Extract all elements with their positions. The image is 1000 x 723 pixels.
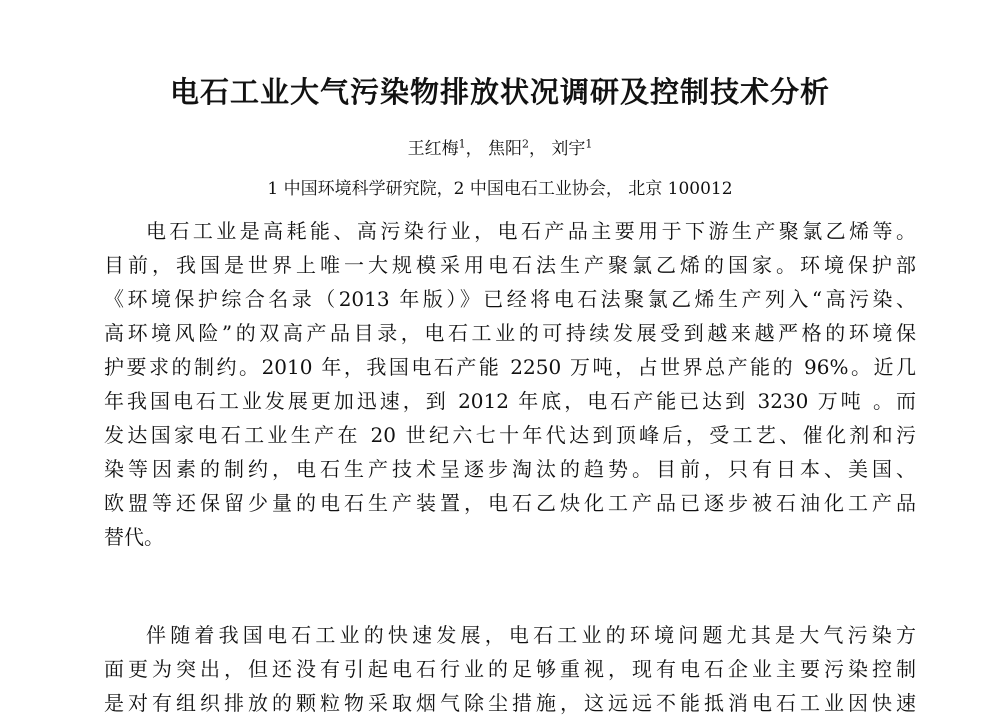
author-affiliation-mark: 1 bbox=[458, 137, 466, 151]
text-line: 欧盟等还保留少量的电石生产装置，电石乙炔化工产品已逐步被石油化工产品 bbox=[104, 491, 916, 515]
paper-title: 电石工业大气污染物排放状况调研及控制技术分析 bbox=[169, 75, 830, 109]
text-line: 电石工业是高耗能、高污染行业，电石产品主要用于下游生产聚氯乙烯等。 bbox=[146, 219, 916, 243]
text-line: 发达国家电石工业生产在 20 世纪六七十年代达到顶峰后，受工艺、催化剂和污 bbox=[104, 423, 916, 447]
author-affiliation-mark: 1 bbox=[585, 137, 593, 151]
author-separator: ， bbox=[465, 139, 483, 159]
text-line: 目前，我国是世界上唯一大规模采用电石法生产聚氯乙烯的国家。环境保护部 bbox=[104, 253, 916, 277]
author-separator: ， bbox=[529, 139, 546, 159]
text-line: 高环境风险”的双高产品目录，电石工业的可持续发展受到越来越严格的环境保 bbox=[104, 321, 916, 345]
text-line: 年我国电石工业发展更加迅速，到 2012 年底，电石产能已达到 3230 万吨 。而 bbox=[104, 389, 916, 413]
author-name: 刘宇 bbox=[551, 139, 586, 159]
text-line: 护要求的制约。2010 年，我国电石产能 2250 万吨，占世界总产能的 96%。近几 bbox=[104, 355, 916, 379]
text-line: 《环境保护综合名录（2013 年版）》已经将电石法聚氯乙烯生产列入“高污染、 bbox=[104, 287, 916, 311]
paragraph-2 bbox=[104, 618, 916, 720]
affiliation-line: 1 中国环境科学研究院，2 中国电石工业协会， 北京 100012 bbox=[267, 179, 733, 199]
author-name: 焦阳 bbox=[488, 139, 522, 159]
text-line: 替代。 bbox=[104, 525, 164, 549]
text-line: 伴随着我国电石工业的快速发展，电石工业的环境问题尤其是大气污染方 bbox=[146, 623, 916, 647]
text-line: 染等因素的制约，电石生产技术呈逐步淘汰的趋势。目前，只有日本、美国、 bbox=[104, 457, 916, 481]
author-list bbox=[0, 134, 1000, 159]
author-affiliation-mark: 2 bbox=[522, 137, 529, 151]
paragraph-1 bbox=[104, 214, 916, 554]
author-name: 王红梅 bbox=[407, 139, 459, 159]
text-line: 是对有组织排放的颗粒物采取烟气除尘措施，这远远不能抵消电石工业因快速 bbox=[104, 691, 916, 715]
text-line: 面更为突出，但还没有引起电石行业的足够重视，现有电石企业主要污染控制 bbox=[104, 657, 916, 681]
